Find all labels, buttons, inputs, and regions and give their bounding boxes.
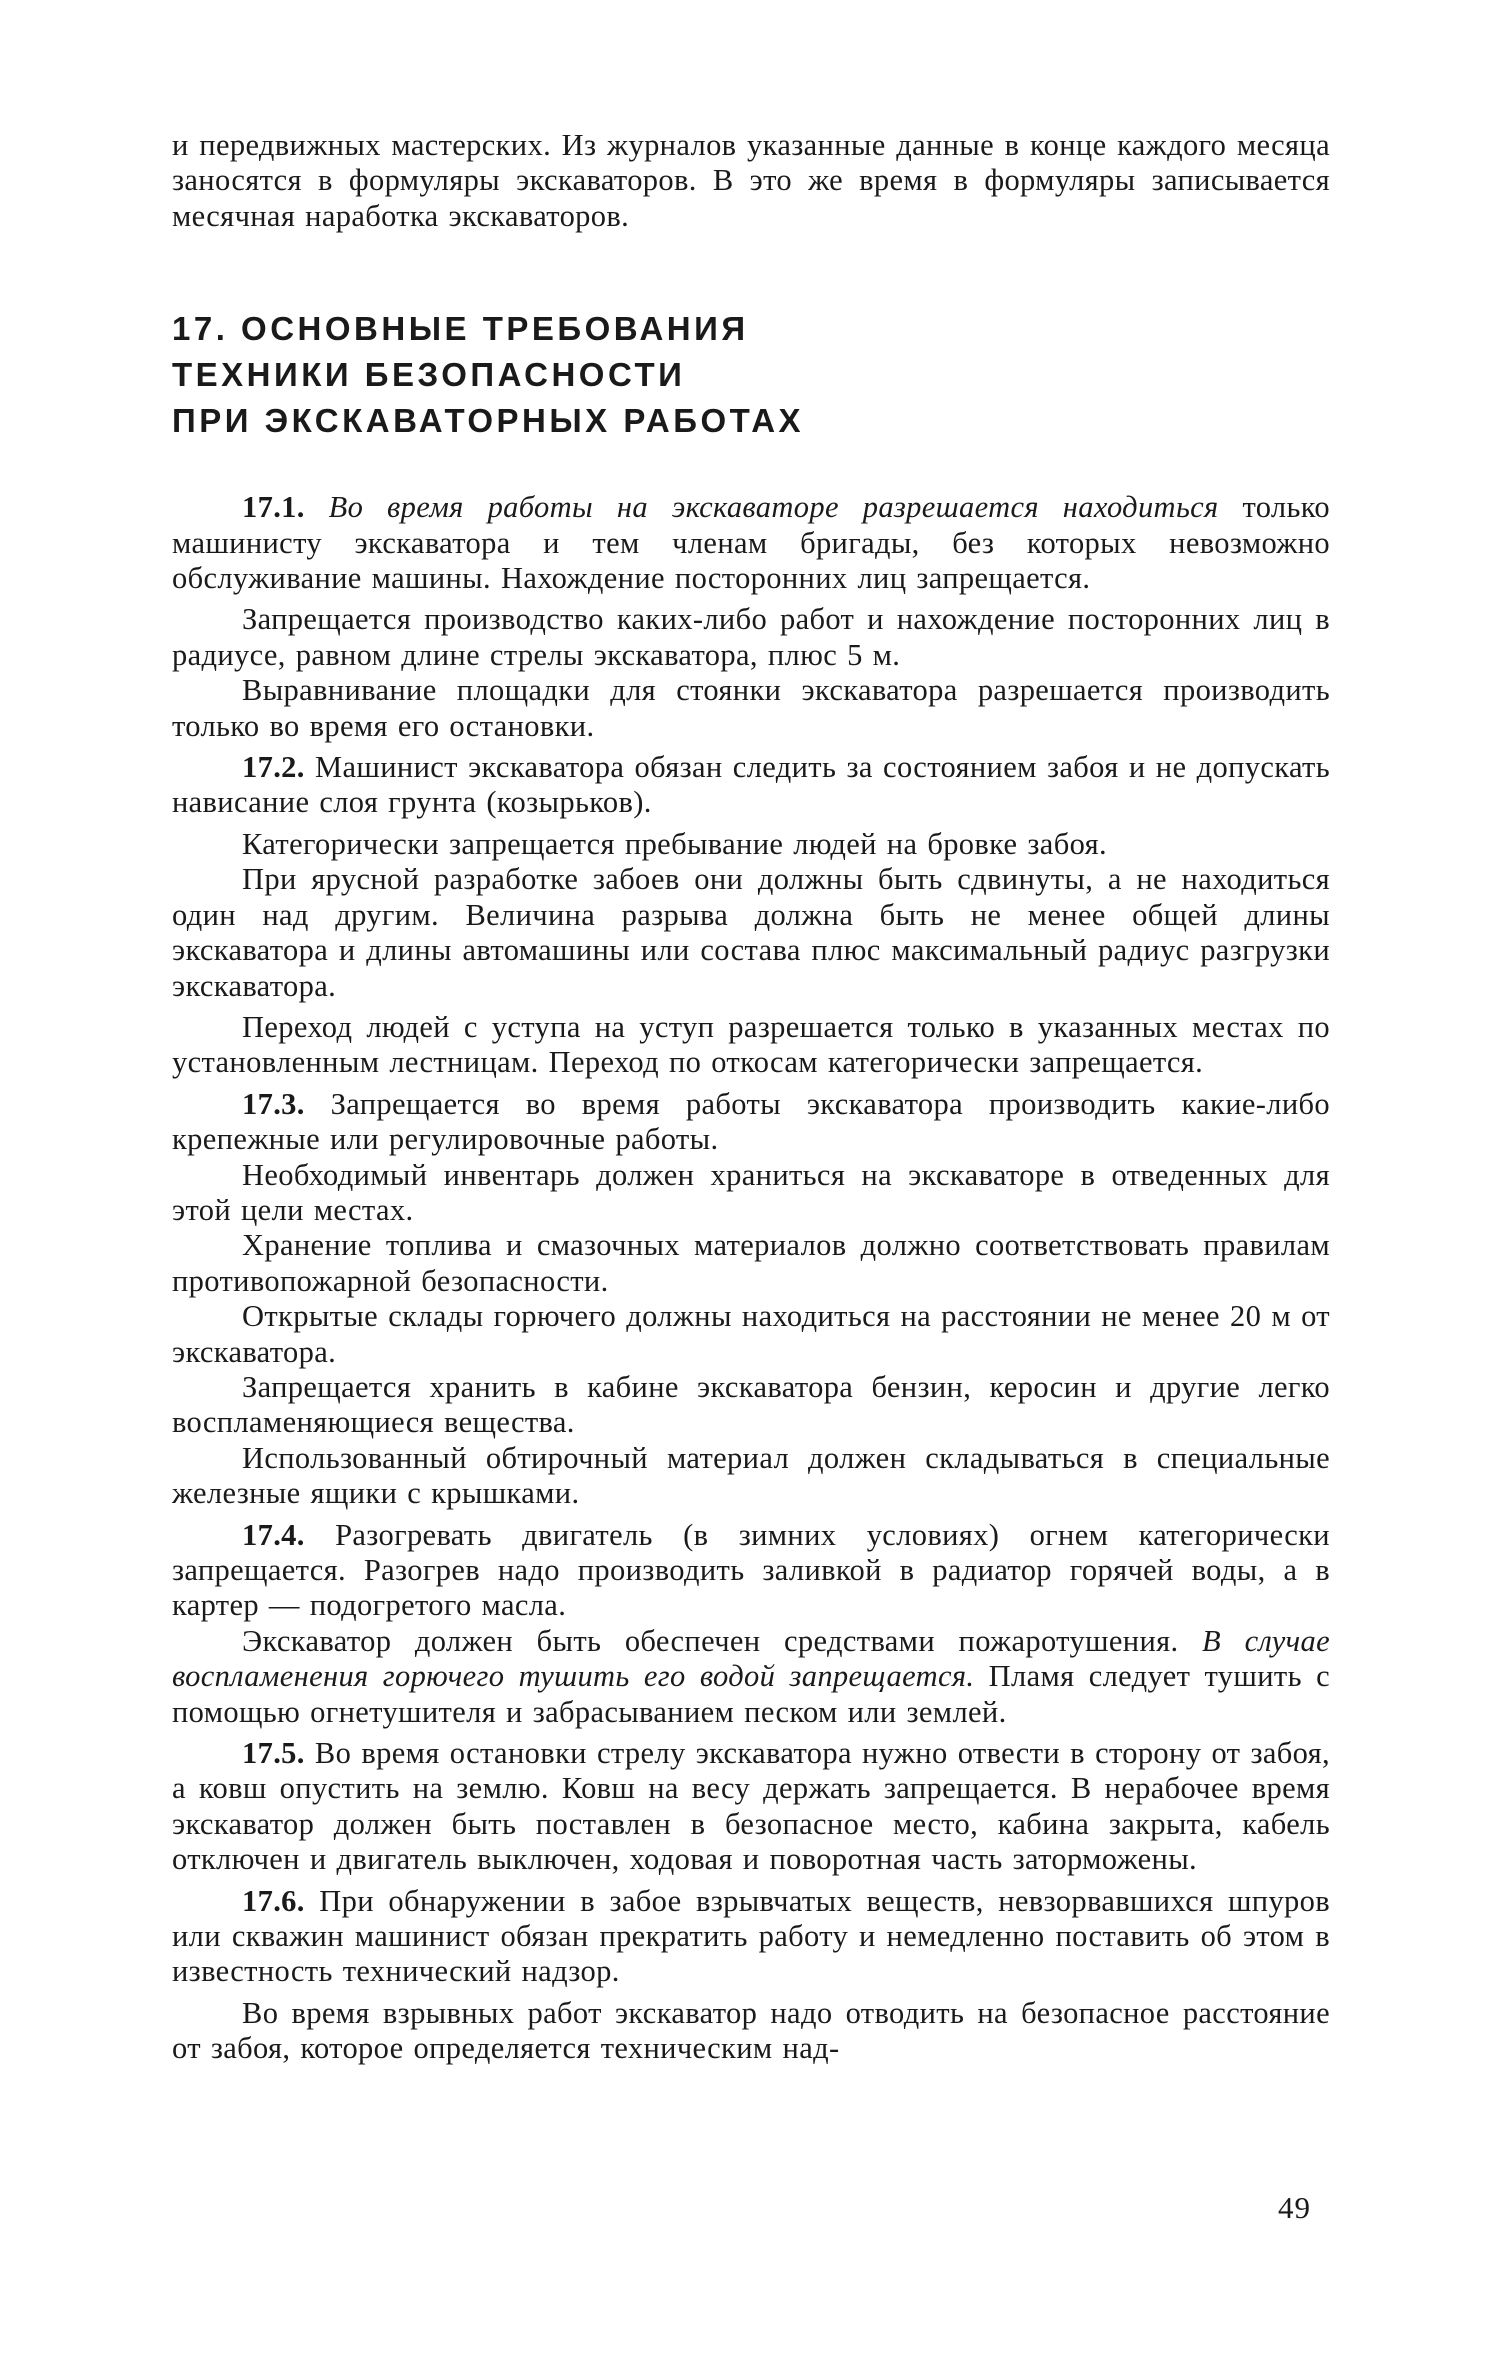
clause-number: 17.6. xyxy=(242,1883,305,1918)
paragraph-17-2-c: При ярусной разработке забоев они должны быть сдвинуты, а не находиться один над другим. Величина разрыва должна быть не менее общей длины экскаватора и длины автомашины или состава плюс максимальный радиус разгрузки экскаватора. xyxy=(172,862,1330,1003)
section-heading xyxy=(172,306,1330,444)
paragraph-17-1-c: Выравнивание площадки для стоянки экскаватора разрешается производить только во время его остановки. xyxy=(172,673,1330,743)
paragraph-17-4 xyxy=(172,1518,1330,1624)
paragraph-17-2-b: Категорически запрещается пребывание людей на бровке забоя. xyxy=(242,826,1107,861)
paragraph-text: только машинисту экскаватора и тем членам бригады, без которых невозможно обслуживание машины. Нахождение посторонних лиц запрещается. xyxy=(172,490,1330,596)
intro-paragraph: и передвижных мастерских. Из журналов указанные данные в конце каждого месяца заносятся в формуляры экскаваторов. В это же время в формуляры записывается месячная наработка экскаваторов. xyxy=(172,128,1330,233)
paragraph-17-1-b: Запрещается производство каких-либо работ и нахождение посторонних лиц в радиусе, равном длине стрелы экскаватора, плюс 5 м. xyxy=(172,602,1330,672)
paragraph-17-6 xyxy=(172,1884,1330,1990)
clause-number: 17.4. xyxy=(242,1517,305,1552)
paragraph-17-3 xyxy=(172,1087,1330,1158)
clause-number: 17.2. xyxy=(242,750,305,785)
clause-number: 17.1. xyxy=(242,490,305,525)
paragraph-17-2-d: Переход людей с уступа на уступ разрешается только в указанных местах по установленным лестницам. Переход по откосам категорически запрещается. xyxy=(172,1009,1330,1080)
section-heading-line-3: ПРИ ЭКСКАВАТОРНЫХ РАБОТАХ xyxy=(172,402,805,440)
paragraph-text: Запрещается во время работы экскаватора производить какие-либо крепежные или регулировочные работы. xyxy=(172,1086,1330,1157)
paragraph-17-2 xyxy=(172,750,1330,821)
paragraph-17-4-b xyxy=(172,1624,1330,1730)
paragraph-17-6-b: Во время взрывных работ экскаватор надо отводить на безопасное расстояние от забоя, которое определяется техническим над- xyxy=(172,1995,1330,2066)
clause-number: 17.3. xyxy=(242,1086,305,1121)
paragraph-17-3-f: Использованный обтирочный материал должен складываться в специальные железные ящики с крышками. xyxy=(172,1440,1330,1511)
paragraph-17-5 xyxy=(172,1736,1330,1878)
paragraph-text: Разогревать двигатель (в зимних условиях) огнем категорически запрещается. Разогрев надо производить заливкой в радиатор горячей воды, а в картер — подогретого масла. xyxy=(172,1517,1330,1623)
document-page xyxy=(172,128,1330,2067)
page-number: 49 xyxy=(1278,2190,1311,2225)
paragraph-text: Машинист экскаватора обязан следить за состоянием забоя и не допускать нависание слоя грунта (козырьков). xyxy=(172,750,1330,820)
paragraph-17-1 xyxy=(172,490,1330,596)
clause-number: 17.5. xyxy=(242,1736,305,1771)
paragraph-17-3-d: Открытые склады горючего должны находиться на расстоянии не менее 20 м от экскаватора. xyxy=(172,1299,1330,1369)
section-heading-line-2: ТЕХНИКИ БЕЗОПАСНОСТИ xyxy=(172,356,686,394)
paragraph-text: Экскаватор должен быть обеспечен средствами пожаротушения. xyxy=(242,1623,1179,1658)
section-heading-line-1: 17. ОСНОВНЫЕ ТРЕБОВАНИЯ xyxy=(172,310,749,348)
paragraph-17-3-c: Хранение топлива и смазочных материалов должно соответствовать правилам противопожарной безопасности. xyxy=(172,1228,1330,1298)
paragraph-italic-text: В случае воспламенения горючего тушить его водой запрещается. xyxy=(172,1623,1330,1694)
paragraph-text: Пламя следует тушить с помощью огнетушителя и забрасыванием песком или землей. xyxy=(172,1659,1330,1729)
paragraph-text: Во время остановки стрелу экскаватора нужно отвести в сторону от забоя, а ковш опустить на землю. Ковш на весу держать запрещается. В нерабочее время экскаватор должен быть поставлен в безопасное место, кабина закрыта, кабель отключен и двигатель выключен, ходовая и поворотная часть заторможены. xyxy=(172,1736,1330,1877)
paragraph-text: При обнаружении в забое взрывчатых веществ, невзорвавшихся шпуров или скважин машинист обязан прекратить работу и немедленно поставить об этом в известность технический надзор. xyxy=(172,1883,1330,1989)
paragraph-17-3-b: Необходимый инвентарь должен храниться на экскаваторе в отведенных для этой цели местах. xyxy=(172,1157,1330,1227)
paragraph-17-3-e: Запрещается хранить в кабине экскаватора бензин, керосин и другие легко воспламеняющиеся вещества. xyxy=(172,1369,1330,1440)
paragraph-italic-text: Во время работы на экскаваторе разрешается находиться xyxy=(328,490,1219,525)
